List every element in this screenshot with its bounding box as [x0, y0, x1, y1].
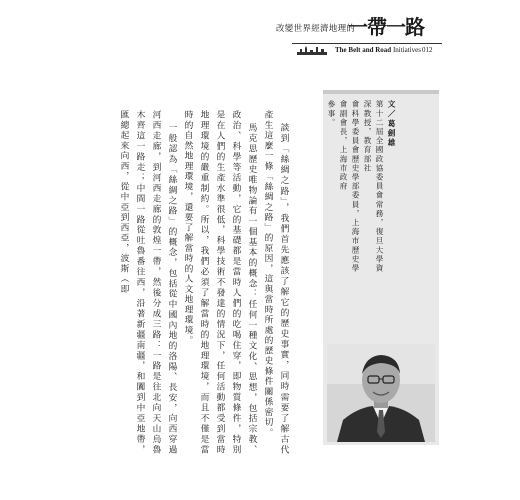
- author-bio-line: 參事。: [327, 100, 336, 128]
- skyline-icon: [297, 46, 327, 55]
- author-portrait-icon: [327, 344, 435, 442]
- header-english-rest: Initiatives: [391, 46, 421, 54]
- author-bio: [325, 100, 397, 280]
- author-bio-line: 第十二屆全國政協委員會常務，復旦大學資深教授，教育部社: [363, 100, 384, 273]
- header-rule: [292, 43, 442, 44]
- author-bio-line: 會科學委員會歷史學部委員，上海市歷史學會副會長，上海市政府: [339, 100, 360, 273]
- body-paragraph: 談到「絲綢之路」，我們首先應該了解它的歷史事實，同時需要了解古代產生這麼一條「絲綢之路」的原因，這與當時所處的歷史條件關係密切。: [263, 110, 289, 455]
- header-chinese-title: 改變世界經濟地理的: [276, 24, 356, 34]
- header-logo-text: 一帶一路: [348, 15, 424, 39]
- body-paragraph: 一般認為「絲綢之路」的概念，包括從中國內地的洛陽、長安，向西穿過河西走廊，到河西走廊的敦煌一帶，然後分成三路：一路是往北向天山烏魯木齊這一路走；中間一路從吐魯番往西，沿著新疆南疆，和闐到中亞地帶，匯總起來向西，從中亞到西亞，波斯（即: [119, 110, 177, 455]
- page-number: 012: [422, 46, 433, 54]
- author-box-top-shade: [323, 90, 439, 94]
- author-name: 文／葛劍雄: [387, 100, 396, 148]
- author-photo: [327, 344, 435, 442]
- header-english-bold: The Belt and Road: [335, 46, 392, 54]
- header-english-title: [335, 46, 421, 54]
- body-text: [116, 110, 292, 455]
- body-paragraph: 馬克思歷史唯物論有一個基本的概念：任何一種文化、思想，包括宗教、政治、科學等活動，它的基礎都是當時人們的吃喝住穿，即物質條件，特別是在人們的生產水準很低，科學技術不發達的情況下，任何活動都受到當時地理環境的嚴重制約。所以，我們必須了解當時的地理環境，而且不僅是當時的自然地理環境，還要了解當時的人文地理環境。: [183, 110, 257, 455]
